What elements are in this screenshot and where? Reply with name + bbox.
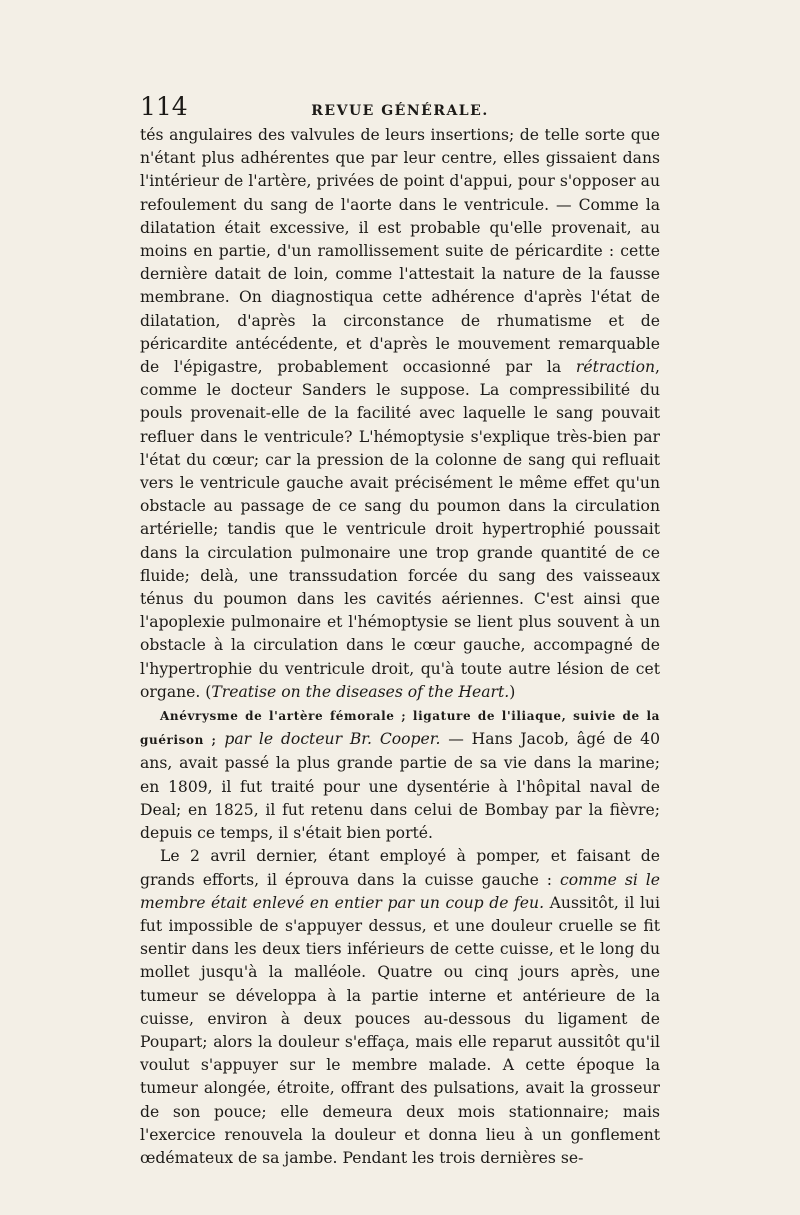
paragraph-1-text-c: ) bbox=[509, 682, 516, 701]
article-author: par le docteur Br. Cooper. bbox=[216, 730, 441, 749]
paragraph-1-italic-1: rétraction bbox=[575, 358, 656, 377]
paragraph-3-text-b: Aussitôt, il lui fut impossible de s'appuyer dessus, et une douleur cruelle se fit sentir dans les deux tiers inférieurs de cette cuisse, et le long du mollet jusqu'à la malléole. Quatre ou cinq jours après, une tumeur se développa à la partie interne et antérieure de la cuisse, environ à deux pouces au-dessous du ligament de Poupart; alors la douleur s'effaça, mais elle reparut aussitôt qu'il voulut s'appuyer sur le membre malade. A cette époque la tumeur alongée, étroite, offrant des pulsations, avait la grosseur de son pouce; elle demeura deux mois stationnaire; mais l'exercice renouvela la douleur et donna lieu à un gonflement œdémateux de sa jambe. Pendant les trois dernières se- bbox=[140, 893, 660, 1167]
running-head: REVUE GÉNÉRALE. bbox=[311, 103, 489, 119]
paragraph-1-italic-2: Treatise on the diseases of the Heart. bbox=[211, 682, 510, 701]
article-heading: Anévrysme de l'artère fémorale ; ligature de l'iliaque, suivie de la guérison ; bbox=[140, 709, 660, 748]
page-number: 114 bbox=[140, 92, 188, 121]
page-header bbox=[140, 92, 660, 126]
body-text bbox=[140, 124, 660, 1170]
paragraph-2 bbox=[140, 704, 660, 845]
paragraph-3 bbox=[140, 845, 660, 1170]
paragraph-3-italic: comme si le membre était enlevé en entier par un coup de feu. bbox=[140, 870, 660, 912]
paragraph-1-text-a: tés angulaires des valvules de leurs insertions; de telle sorte que n'étant plus adhérentes que par leur centre, elles gissaient dans l'intérieur de l'artère, privées de point d'appui, pour s'opposer au refoulement du sang de l'aorte dans le ventricule. — Comme la dilatation était excessive, il est probable qu'elle provenait, au moins en partie, d'un ramollissement suite de péricardite : cette dernière datait de loin, comme l'attestait la nature de la fausse membrane. On diagnostiqua cette adhérence d'après l'état de dilatation, d'après la circonstance de rhumatisme et de péricardite antécédente, et d'après le mouvement remarquable de l'épigastre, probablement occasionné par la bbox=[140, 126, 660, 377]
paragraph-3-text-a: Le 2 avril dernier, étant employé à pomper, et faisant de grands efforts, il éprouva dans la cuisse gauche : bbox=[140, 847, 660, 889]
paragraph-1-text-b: , comme le docteur Sanders le suppose. La compressibilité du pouls provenait-elle de la facilité avec laquelle le sang pouvait refluer dans le ventricule? L'hémoptysie s'explique très-bien par l'état du cœur; car la pression de la colonne de sang qui refluait vers le ventricule gauche avait précisément le même effet qu'un obstacle au passage de ce sang du poumon dans la circulation artérielle; tandis que le ventricule droit hypertrophié poussait dans la circulation pulmonaire une trop grande quantité de ce fluide; delà, une transsudation forcée du sang des vaisseaux ténus du poumon dans les cavités aériennes. C'est ainsi que l'apoplexie pulmonaire et l'hémoptysie se lient plus souvent à un obstacle à la circulation dans le cœur gauche, accompagné de l'hypertrophie du ventricule droit, qu'à toute autre lésion de cet organe. ( bbox=[140, 358, 660, 701]
paragraph-1 bbox=[140, 124, 660, 704]
paragraph-2-text: — Hans Jacob, âgé de 40 ans, avait passé la plus grande partie de sa vie dans la marine; en 1809, il fut traité pour une dysentérie à l'hôpital naval de Deal; en 1825, il fut retenu dans celui de Bombay par la fièvre; depuis ce temps, il s'était bien porté. bbox=[140, 730, 660, 843]
